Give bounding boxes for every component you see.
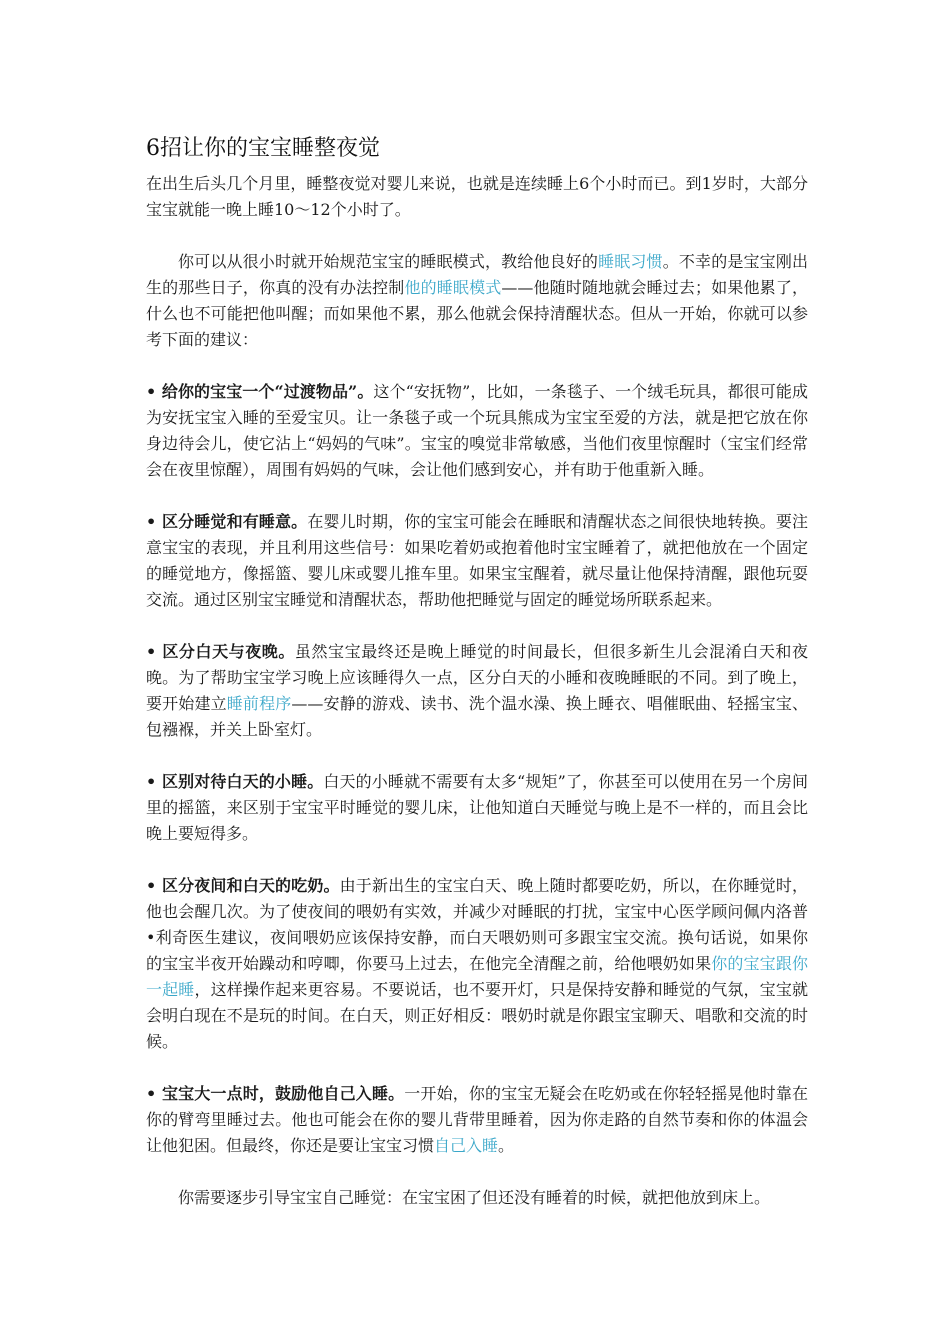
tip-daytime-naps (146, 769, 808, 847)
tip-body: 白天的小睡就不需要有太多“规矩”了，你甚至可以使用在另一个房间里的摇篮，来区别于宝宝平时睡觉的婴儿床，让他知道白天睡觉与晚上是不一样的，而且会比晚上要短得多。 (146, 772, 808, 843)
text-segment: 。不幸的是宝宝刚出生的那些日子，你真的没有办法控制 (146, 252, 808, 297)
tip-day-vs-night (146, 639, 808, 743)
tip-heading: • 区分夜间和白天的吃奶。 (146, 876, 340, 895)
tip-body: ，这样操作起来更容易。不要说话，也不要开灯，只是保持安静和睡觉的气氛，宝宝就会明白现在不是玩的时间。在白天，则正好相反：喂奶时就是你跟宝宝聊天、唱歌和交流的时候。 (146, 980, 808, 1051)
tip-heading: • 区分睡觉和有睡意。 (146, 512, 308, 531)
tip-self-soothing (146, 1081, 808, 1159)
intro-paragraph: 在出生后头几个月里，睡整夜觉对婴儿来说，也就是连续睡上6个小时而已。到1岁时，大部分宝宝就能一晚上睡10～12个小时了。 (146, 174, 808, 219)
article-title: 6招让你的宝宝睡整夜觉 (146, 136, 380, 161)
tip-body: 虽然宝宝最终还是晚上睡觉的时间最长，但很多新生儿会混淆白天和夜晚。为了帮助宝宝学习晚上应该睡得久一点，区分白天的小睡和夜晚睡眠的不同。到了晚上，要开始建立 (146, 642, 808, 713)
tip-transition-object (146, 379, 808, 483)
tip-heading: • 宝宝大一点时，鼓励他自己入睡。 (146, 1084, 405, 1103)
sleep-pattern-link[interactable]: 他的睡眠模式 (404, 278, 502, 297)
fall-asleep-alone-link[interactable]: 自己入睡 (434, 1136, 499, 1155)
article (146, 133, 808, 1211)
tip-night-feeding (146, 873, 808, 1055)
bedtime-routine-link[interactable]: 睡前程序 (226, 694, 292, 713)
closing-paragraph: 你需要逐步引导宝宝自己睡觉：在宝宝困了但还没有睡着的时候，就把他放到床上。 (178, 1188, 771, 1207)
tip-heading: • 区分白天与夜晚。 (146, 642, 295, 661)
text-segment: 你可以从很小时就开始规范宝宝的睡眠模式，教给他良好的 (178, 252, 599, 271)
tip-body: 在婴儿时期，你的宝宝可能会在睡眠和清醒状态之间很快地转换。要注意宝宝的表现，并且利用这些信号：如果吃着奶或抱着他时宝宝睡着了，就把他放在一个固定的睡觉地方，像摇篮、婴儿床或婴儿推车里。如果宝宝醒着，就尽量让他保持清醒，跟他玩耍交流。通过区别宝宝睡觉和清醒状态，帮助他把睡觉与固定的睡觉场所联系起来。 (146, 512, 808, 609)
tip-heading: • 给你的宝宝一个“过渡物品”。 (146, 382, 374, 401)
sleep-habits-link[interactable]: 睡眠习惯 (598, 252, 663, 271)
sleep-pattern-paragraph (146, 249, 808, 353)
co-sleeping-link[interactable]: 你的宝宝跟你一起睡 (146, 954, 808, 999)
tip-body: 一开始，你的宝宝无疑会在吃奶或在你轻轻摇晃他时靠在你的臂弯里睡过去。他也可能会在你的婴儿背带里睡着，因为你走路的自然节奏和你的体温会让他犯困。但最终，你还是要让宝宝习惯 (146, 1084, 808, 1155)
tip-body: 这个“安抚物”，比如，一条毯子、一个绒毛玩具，都很可能成为安抚宝宝入睡的至爱宝贝。让一条毯子或一个玩具熊成为宝宝至爱的方法，就是把它放在你身边待会儿，使它沾上“妈妈的气味”。宝宝的嗅觉非常敏感，当他们夜里惊醒时（宝宝们经常会在夜里惊醒），周围有妈妈的气味，会让他们感到安心，并有助于他重新入睡。 (146, 382, 808, 479)
tip-body: 由于新出生的宝宝白天、晚上随时都要吃奶，所以，在你睡觉时，他也会醒几次。为了使夜间的喂奶有实效，并减少对睡眠的打扰，宝宝中心医学顾问佩内洛普•利奇医生建议，夜间喂奶应该保持安静，而白天喂奶则可多跟宝宝交流。换句话说，如果你的宝宝半夜开始躁动和哼唧，你要马上过去，在他完全清醒之前，给他喂奶如果 (146, 876, 808, 973)
tip-body: ——安静的游戏、读书、洗个温水澡、换上睡衣、唱催眠曲、轻摇宝宝、包襁褓，并关上卧室灯。 (146, 694, 808, 739)
text-segment: ——他随时随地就会睡过去；如果他累了，什么也不可能把他叫醒；而如果他不累，那么他就会保持清醒状态。但从一开始，你就可以参考下面的建议： (146, 278, 808, 349)
tip-heading: • 区别对待白天的小睡。 (146, 772, 324, 791)
tip-sleep-vs-drowsy (146, 509, 808, 613)
tip-body: 。 (498, 1136, 515, 1155)
